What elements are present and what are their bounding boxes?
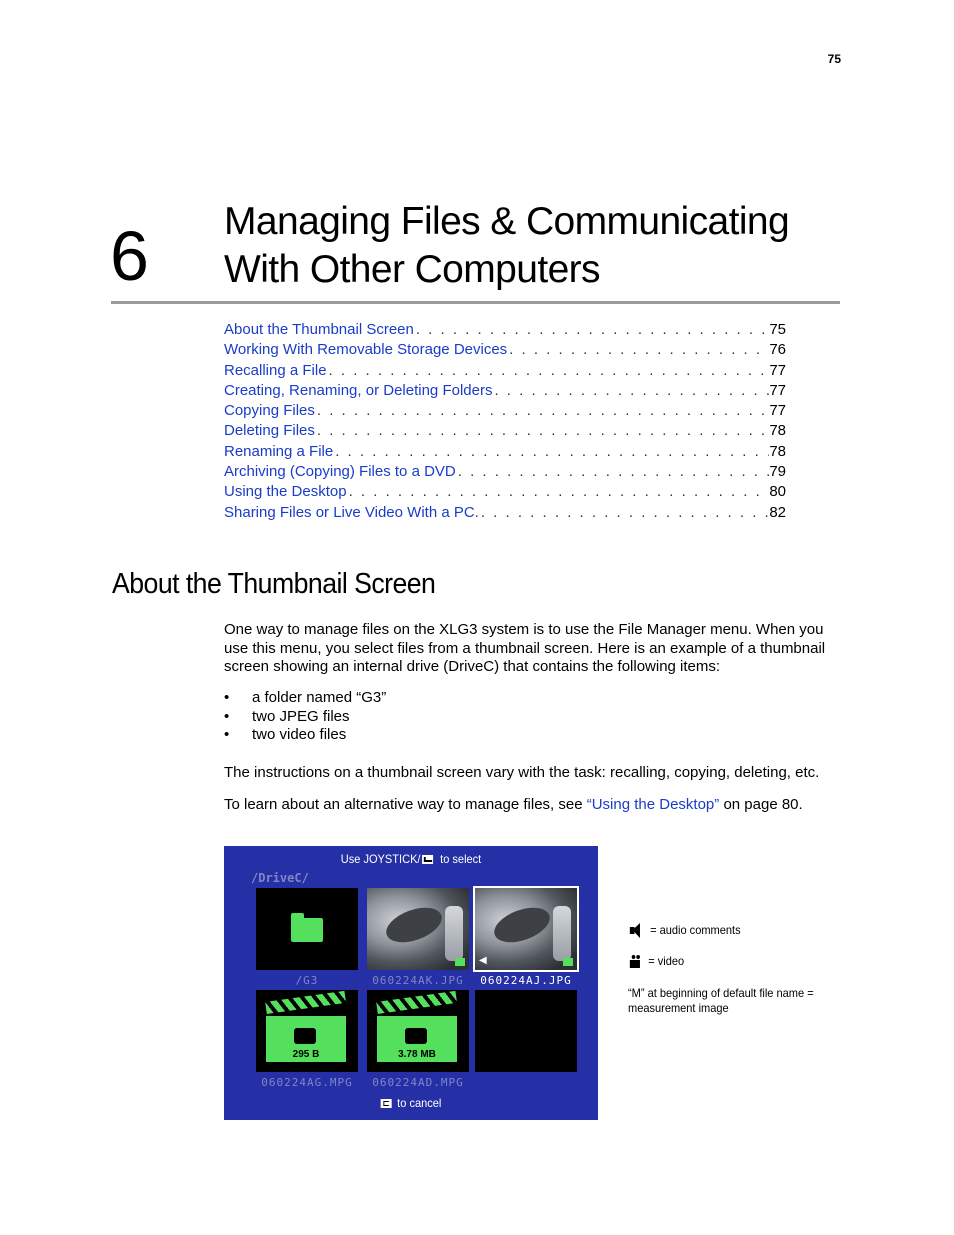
header-suffix: to select [437, 852, 482, 866]
toc-page: 77 [769, 402, 786, 420]
thumbnail-photo[interactable] [367, 888, 469, 970]
toc-link[interactable]: About the Thumbnail Screen [224, 321, 414, 338]
xref-suffix: on page 80. [719, 796, 803, 813]
toc-page: 78 [769, 442, 786, 460]
list-item [224, 689, 386, 708]
thumbnail-empty [475, 990, 577, 1072]
toc-page: 80 [769, 483, 786, 501]
chapter-title-line1: Managing Files & Communicating [224, 200, 790, 243]
toc-entry[interactable] [224, 320, 786, 340]
selection-frame [473, 886, 579, 972]
legend-audio-text: = audio comments [650, 923, 741, 938]
using-desktop-link[interactable]: “Using the Desktop” [586, 796, 720, 813]
video-camera-icon [628, 955, 643, 969]
audio-indicator-icon: ◀ [479, 955, 487, 966]
toc-leader [347, 482, 770, 502]
toc-page: 79 [769, 463, 786, 481]
thumbnail-label: /G3 [295, 974, 319, 987]
screen-instructions [239, 852, 583, 866]
photo-badge-icon [455, 958, 465, 966]
legend-note: “M” at beginning of default file name = measurement image [628, 986, 814, 1015]
xref-prefix: To learn about an alternative way to manage files, see [224, 796, 587, 813]
clapper-top [265, 991, 346, 1014]
toc-link[interactable]: Sharing Files or Live Video With a PC. [224, 503, 479, 521]
photo-thumbnail [367, 888, 469, 970]
toc-entry[interactable] [224, 442, 786, 462]
legend-video-text: = video [648, 954, 685, 968]
screen-footer [239, 1096, 583, 1110]
bullet-symbol: • [224, 689, 230, 706]
toc-link[interactable]: Recalling a File [224, 361, 327, 379]
toc-leader [492, 381, 769, 401]
legend-video [628, 954, 684, 969]
toc-link[interactable]: Deleting Files [224, 422, 315, 440]
clapper-body [266, 1016, 346, 1062]
toc-entry[interactable] [224, 421, 786, 441]
list-item [224, 726, 386, 745]
thumbnail-video[interactable] [256, 990, 358, 1072]
toc-link[interactable]: Copying Files [224, 402, 315, 420]
toc-page: 82 [769, 503, 786, 521]
legend-audio [628, 923, 741, 939]
chapter-title-line2: With Other Computers [224, 248, 600, 291]
list-item [224, 708, 386, 727]
intro-paragraph: One way to manage files on the XLG3 system is to use the File Manager menu. When you use this menu, you select files from a thumbnail screen. Here is an example of a thumbnail screen showing an internal drive (DriveC) that contains the following items: [224, 621, 826, 675]
toc-link[interactable]: Creating, Renaming, or Deleting Folders [224, 381, 493, 399]
chapter-title [224, 198, 789, 294]
list-item-text: two JPEG files [252, 707, 350, 725]
toc-page: 77 [769, 381, 786, 399]
thumbnail-label: 060224AD.MPG [372, 1076, 464, 1089]
thumbnail-label: 060224AJ.JPG [480, 974, 572, 987]
toc-entry[interactable] [224, 503, 786, 523]
toc-leader [456, 462, 770, 482]
video-clapper-icon [377, 998, 459, 1062]
toc-link[interactable]: Using the Desktop [224, 483, 347, 501]
header-prefix: Use JOYSTICK/ [340, 852, 421, 866]
toc-page: 77 [769, 361, 786, 379]
instructions-paragraph: The instructions on a thumbnail screen vary with the task: recalling, copying, deleting, etc. [224, 764, 820, 781]
section-heading: About the Thumbnail Screen [112, 568, 436, 600]
clapper-top [376, 991, 457, 1014]
toc-leader [327, 361, 770, 381]
bullet-symbol: • [224, 707, 230, 725]
toc-leader [315, 421, 769, 441]
footer-text: to cancel [397, 1096, 442, 1110]
toc-link[interactable]: Working With Removable Storage Devices [224, 341, 508, 359]
list-item-text: a folder named “G3” [252, 689, 387, 706]
drive-path: /DriveC/ [251, 871, 309, 885]
item-list [224, 689, 386, 745]
list-item-text: two video files [252, 726, 347, 744]
cross-reference-paragraph [224, 796, 844, 815]
toc-leader [333, 442, 769, 462]
toc-entry[interactable] [224, 340, 786, 360]
toc-entry[interactable] [224, 401, 786, 421]
toc-leader [414, 320, 769, 340]
thumbnail-label: 060224AG.MPG [261, 1076, 353, 1089]
file-size: 295 B [292, 1049, 320, 1060]
thumbnail-screen [224, 846, 598, 1120]
camera-icon [405, 1028, 427, 1044]
table-of-contents [224, 320, 786, 523]
chapter-divider [111, 301, 840, 304]
toc-page: 75 [769, 321, 786, 338]
file-size: 3.78 MB [398, 1049, 436, 1060]
toc-link[interactable]: Archiving (Copying) Files to a DVD [224, 463, 456, 481]
toc-leader [507, 340, 769, 360]
toc-leader [315, 401, 769, 421]
toc-page: 78 [769, 422, 786, 440]
toc-entry[interactable] [224, 361, 786, 381]
toc-entry[interactable] [224, 482, 786, 502]
toc-page: 76 [769, 341, 786, 359]
toc-entry[interactable] [224, 381, 786, 401]
camera-icon [294, 1028, 316, 1044]
thumbnail-video[interactable] [367, 990, 469, 1072]
toc-leader [479, 503, 769, 523]
folder-icon [291, 918, 323, 942]
enter-key-icon [422, 855, 433, 864]
bullet-symbol: • [224, 726, 230, 744]
speaker-icon [628, 923, 645, 939]
thumbnail-label: 060224AK.JPG [372, 974, 464, 987]
clapper-body [377, 1016, 457, 1062]
toc-link[interactable]: Renaming a File [224, 442, 334, 460]
chapter-number: 6 [110, 217, 149, 295]
toc-entry[interactable] [224, 462, 786, 482]
cancel-key-icon [381, 1099, 392, 1108]
video-clapper-icon [266, 998, 348, 1062]
page-number: 75 [827, 52, 841, 66]
thumbnail-folder[interactable] [256, 888, 358, 970]
